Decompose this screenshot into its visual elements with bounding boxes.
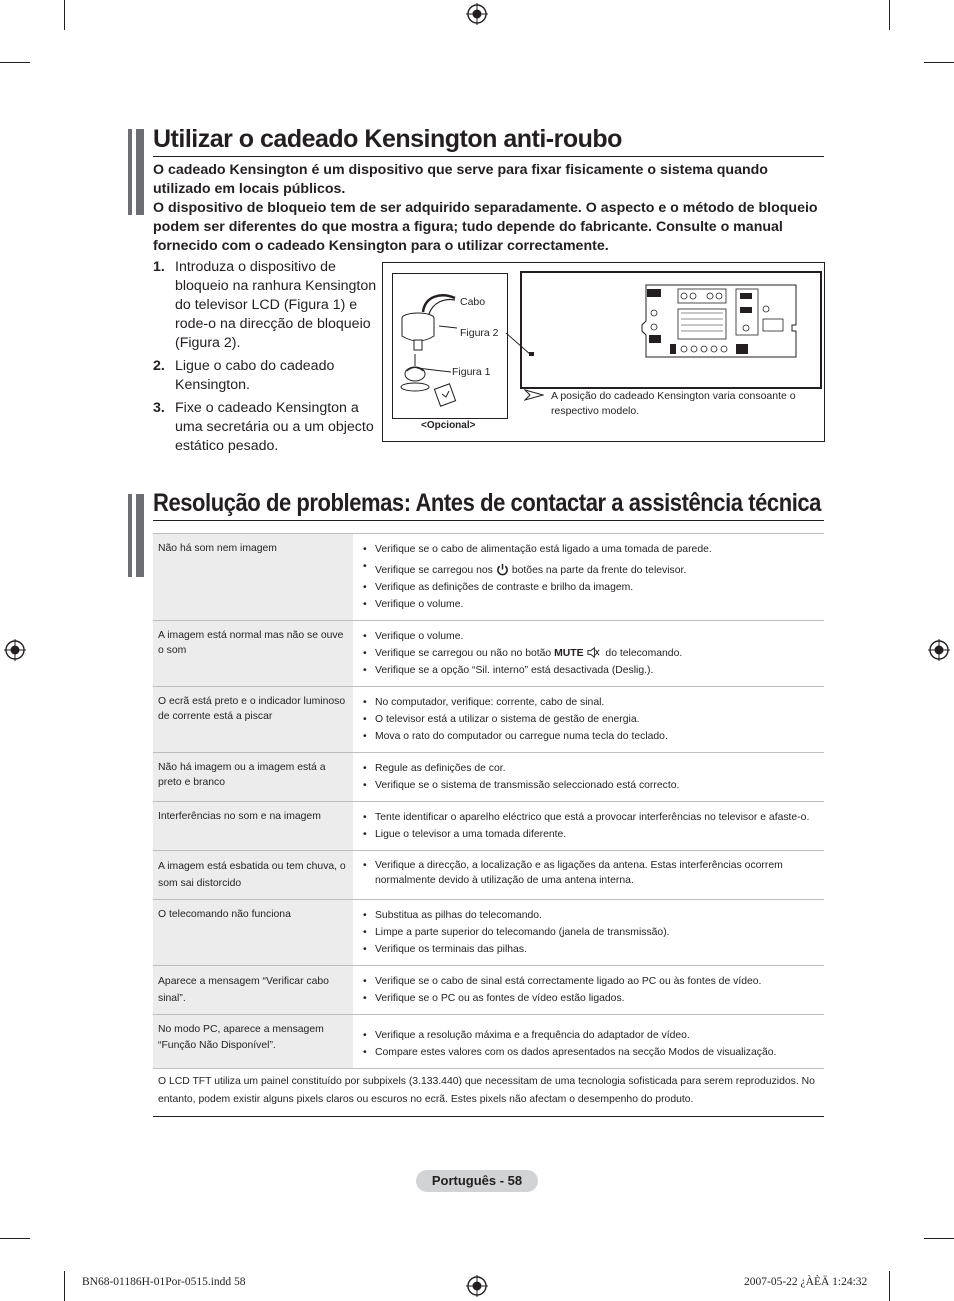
table-row [153, 687, 824, 753]
list-item: • Verifique a resolução máxima e a frequência do adaptador de vídeo. [363, 1027, 819, 1044]
mute-icon [587, 646, 600, 659]
timestamp-slug: 2007-05-22 ¿ÀÈÄ 1:24:32 [744, 1276, 868, 1288]
table-row [153, 534, 824, 621]
list-item: • Substitua as pilhas do telecomando. [363, 907, 819, 924]
kensington-lock-drawing [393, 274, 505, 416]
crop-mark [924, 1238, 954, 1239]
issue-cell: Não há som nem imagem [153, 534, 353, 621]
list-item: • Mova o rato do computador ou carregue numa tecla do teclado. [363, 728, 819, 745]
table-row [153, 851, 824, 900]
step-text: Ligue o cabo do cadeado Kensington. [175, 358, 335, 393]
issue-cell: O telecomando não funciona [153, 900, 353, 966]
note-arrow-icon [524, 389, 544, 401]
list-item: • Verifique o volume. [363, 628, 819, 645]
page-number-badge: Português - 58 [416, 1170, 538, 1192]
crop-mark [0, 62, 30, 63]
solution-cell [353, 1015, 824, 1069]
step-text: Fixe o cadeado Kensington a uma secretária ou a um objecto estático pesado. [175, 400, 374, 454]
label-cabo: Cabo [460, 296, 486, 308]
step-number: 3. [153, 400, 165, 416]
solution-cell [353, 851, 824, 900]
list-item: • Verifique se carregou ou não no botão MUTE do telecomando. [363, 645, 819, 662]
steps-list [153, 258, 379, 460]
crop-mark [889, 1271, 890, 1301]
crop-mark [889, 0, 890, 30]
label-opcional: <Opcional> [421, 420, 476, 431]
solution-cell [353, 753, 824, 802]
registration-mark-icon [4, 639, 26, 661]
section-marker [128, 494, 144, 577]
list-item: • Verifique se o cabo de alimentação está ligado a uma tomada de parede. [363, 541, 819, 558]
registration-mark-icon [466, 1275, 488, 1297]
list-item: • Compare estes valores com os dados apresentados na secção Modos de visualização. [363, 1044, 819, 1061]
list-item: • Verifique o volume. [363, 596, 819, 613]
section-marker [128, 129, 144, 215]
list-item: • O televisor está a utilizar o sistema de gestão de energia. [363, 711, 819, 728]
solution-cell [353, 687, 824, 753]
issue-cell: No modo PC, aparece a mensagem “Função Não Disponível”. [153, 1015, 353, 1069]
table-row [153, 900, 824, 966]
issue-cell: Não há imagem ou a imagem está a preto e branco [153, 753, 353, 802]
step-text: Introduza o dispositivo de bloqueio na ranhura Kensington do televisor LCD (Figura 1) e rode-o na direcção de bloqueio (Figura 2). [175, 259, 377, 351]
table-row [153, 966, 824, 1015]
rear-panel-drawing [640, 283, 800, 361]
section-rule [153, 156, 824, 157]
intro-paragraph: O dispositivo de bloqueio tem de ser adquirido separadamente. O aspecto e o método de bloqueio podem ser diferentes do que mostra a figura; tudo depende do fabricante. Consulte o manual fornecido com o cadeado Kensington para o utilizar correctamente. [153, 200, 818, 254]
table-row [153, 621, 824, 687]
list-item: • Verifique se o sistema de transmissão seleccionado está correcto. [363, 777, 819, 794]
list-item [153, 258, 379, 353]
troubleshooting-table [153, 533, 824, 1117]
issue-cell: Interferências no som e na imagem [153, 802, 353, 851]
list-item: • Tente identificar o aparelho eléctrico que está a provocar interferências no televisor e afaste-o. [363, 809, 819, 826]
issue-cell: A imagem está esbatida ou tem chuva, o som sai distorcido [153, 851, 353, 900]
file-slug: BN68-01186H-01Por-0515.indd 58 [82, 1276, 246, 1288]
intro-text [153, 161, 825, 256]
list-item: • Ligue o televisor a uma tomada diferente. [363, 826, 819, 843]
section-title-kensington: Utilizar o cadeado Kensington anti-roubo [153, 125, 622, 153]
crop-mark [924, 62, 954, 63]
step-number: 1. [153, 259, 165, 275]
solution-cell [353, 966, 824, 1015]
label-figura2: Figura 2 [460, 327, 499, 339]
list-item: • Verifique se o PC ou as fontes de vídeo estão ligados. [363, 990, 819, 1007]
crop-mark [0, 1238, 30, 1239]
footnote-cell: O LCD TFT utiliza um painel constituído por subpixels (3.133.440) que necessitam de uma tecnologia sofisticada para serem reproduzidos. No entanto, podem existir alguns pixels claros ou escuros no ecrã. Estes pixels não afectam o desempenho do produto. [153, 1069, 824, 1117]
crop-mark [64, 1271, 65, 1301]
list-item: • Verifique se a opção “Sil. interno” está desactivada (Deslig.). [363, 662, 819, 679]
issue-cell: Aparece a mensagem “Verificar cabo sinal”. [153, 966, 353, 1015]
list-item: • Verifique se o cabo de sinal está correctamente ligado ao PC ou às fontes de vídeo. [363, 973, 819, 990]
issue-cell: O ecrã está preto e o indicador luminoso de corrente está a piscar [153, 687, 353, 753]
list-item: • Verifique a direcção, a localização e as ligações da antena. Estas interferências ocorrem normalmente devido à utilização de uma antena interna. [363, 858, 819, 888]
table-row [153, 1069, 824, 1117]
section-rule [153, 520, 824, 521]
solution-cell [353, 900, 824, 966]
power-icon [496, 563, 509, 576]
list-item: • Limpe a parte superior do telecomando (janela de transmissão). [363, 924, 819, 941]
solution-cell [353, 802, 824, 851]
list-item [153, 357, 379, 395]
list-item: • Verifique as definições de contraste e brilho da imagem. [363, 579, 819, 596]
solution-cell [353, 534, 824, 621]
registration-mark-icon [928, 639, 950, 661]
registration-mark-icon [466, 3, 488, 25]
list-item [153, 399, 379, 456]
list-item: • Verifique os terminais das pilhas. [363, 941, 819, 958]
issue-cell: A imagem está normal mas não se ouve o som [153, 621, 353, 687]
list-item: • No computador, verifique: corrente, cabo de sinal. [363, 694, 819, 711]
figure-note: A posição do cadeado Kensington varia consoante o respectivo modelo. [551, 390, 796, 417]
intro-paragraph: O cadeado Kensington é um dispositivo que serve para fixar fisicamente o sistema quando utilizado em locais públicos. [153, 162, 768, 197]
table-row [153, 802, 824, 851]
solution-cell [353, 621, 824, 687]
table-row [153, 1015, 824, 1069]
label-figura1: Figura 1 [452, 366, 491, 378]
crop-mark [64, 0, 65, 30]
section-title-troubleshooting: Resolução de problemas: Antes de contactar a assistência técnica [153, 489, 821, 517]
list-item: • Regule as definições de cor. [363, 760, 819, 777]
table-row [153, 753, 824, 802]
step-number: 2. [153, 358, 165, 374]
list-item: • Verifique se carregou nos botões na parte da frente do televisor. [363, 558, 819, 579]
